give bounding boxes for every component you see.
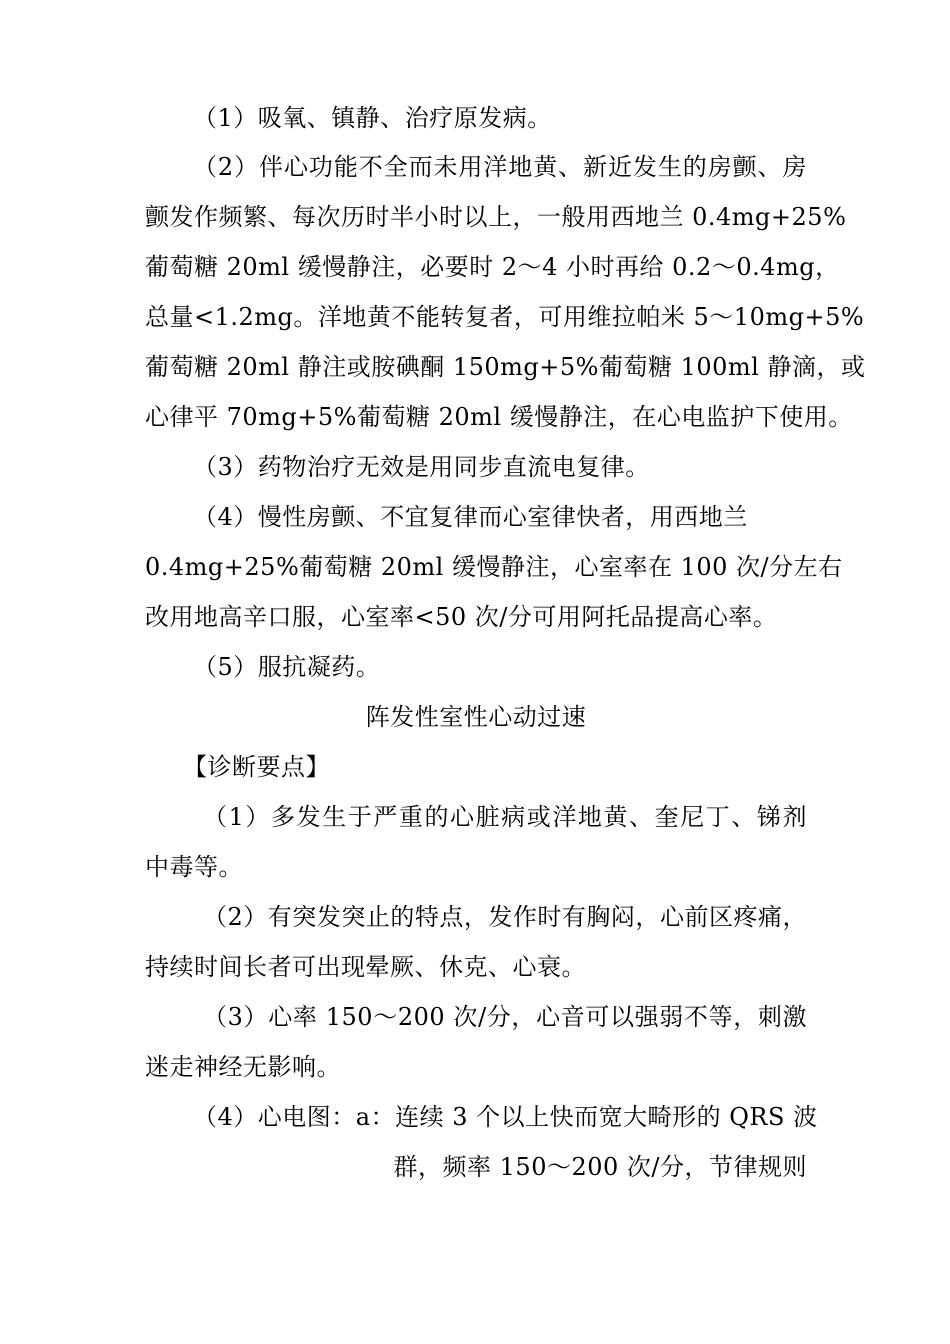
diagnosis-item-2-line-1: （2）有突发突止的特点，发作时有胸闷，心前区疼痛，: [203, 903, 807, 931]
paragraph-2-line-5: 葡萄糖 20ml 静注或胺碘酮 150mg+5%葡萄糖 100ml 静滴，或: [145, 353, 866, 381]
paragraph-4-line-2: 0.4mg+25%葡萄糖 20ml 缓慢静注，心室率在 100 次/分左右: [145, 553, 843, 581]
paragraph-2-line-4: 总量<1.2mg。洋地黄不能转复者，可用维拉帕米 5～10mg+5%: [145, 303, 865, 331]
diagnosis-item-1-line-1: （1）多发生于严重的心脏病或洋地黄、奎尼丁、锑剂: [203, 803, 807, 831]
diagnosis-item-3-line-2: 迷走神经无影响。: [145, 1053, 341, 1081]
diagnosis-item-2-line-2: 持续时间长者可出现晕厥、休克、心衰。: [145, 953, 586, 981]
diagnosis-item-4-line-2: 群，频率 150～200 次/分，节律规则: [393, 1153, 807, 1181]
paragraph-4-line-3: 改用地高辛口服，心室率<50 次/分可用阿托品提高心率。: [145, 603, 778, 631]
paragraph-2-line-2: 颤发作频繁、每次历时半小时以上，一般用西地兰 0.4mg+25%: [145, 203, 847, 231]
diagnosis-heading: 【诊断要点】: [183, 753, 330, 781]
paragraph-1: （1）吸氧、镇静、治疗原发病。: [193, 104, 552, 132]
diagnosis-item-3-line-1: （3）心率 150～200 次/分，心音可以强弱不等，刺激: [203, 1003, 807, 1031]
paragraph-2-line-6: 心律平 70mg+5%葡萄糖 20ml 缓慢静注，在心电监护下使用。: [145, 403, 853, 431]
section-heading: 阵发性室性心动过速: [365, 703, 587, 731]
paragraph-3: （3）药物治疗无效是用同步直流电复律。: [193, 453, 650, 481]
paragraph-4-line-1: （4）慢性房颤、不宜复律而心室律快者，用西地兰: [193, 503, 748, 531]
diagnosis-item-4-line-1: （4）心电图：a：连续 3 个以上快而宽大畸形的 QRS 波: [193, 1103, 818, 1131]
paragraph-5: （5）服抗凝药。: [193, 653, 381, 681]
diagnosis-item-1-line-2: 中毒等。: [145, 853, 243, 881]
paragraph-2-line-3: 葡萄糖 20ml 缓慢静注，必要时 2～4 小时再给 0.2～0.4mg，: [145, 253, 840, 281]
paragraph-2-line-1: （2）伴心功能不全而未用洋地黄、新近发生的房颤、房: [193, 153, 807, 181]
